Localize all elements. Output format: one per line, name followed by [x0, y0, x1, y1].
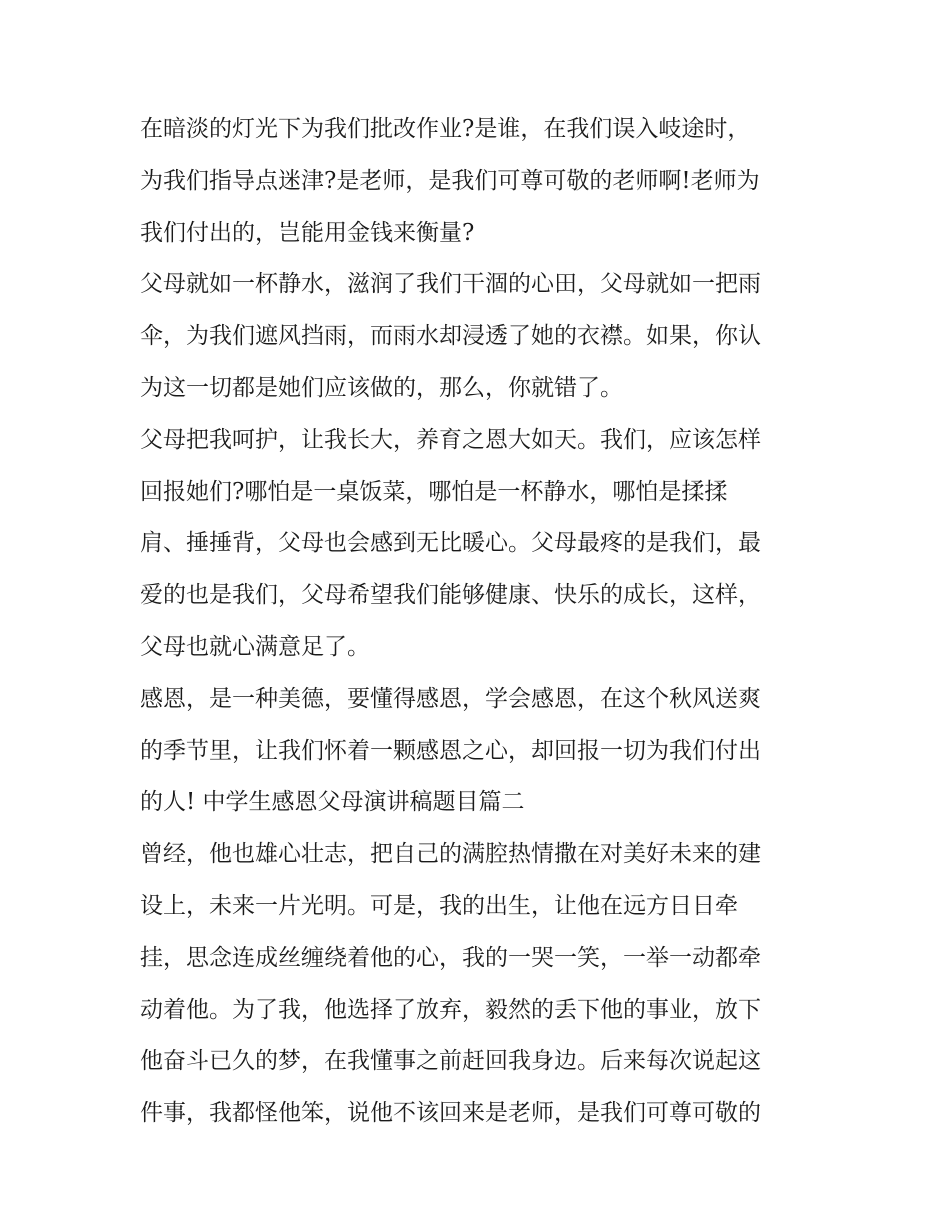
text-line: 父母也就心满意足了。 — [140, 633, 370, 660]
text-line: 的人! 中学生感恩父母演讲稿题目篇二 — [140, 789, 525, 816]
text-line: 感恩，是一种美德，要懂得感恩，学会感恩，在这个秋风送爽 — [140, 685, 761, 712]
text-line: 肩、捶捶背，父母也会感到无比暖心。父母最疼的是我们，最 — [140, 530, 761, 557]
text-line: 件事，我都怪他笨，说他不该回来是老师，是我们可尊可敬的 — [140, 1100, 761, 1127]
text-line: 父母把我呵护，让我长大，养育之恩大如天。我们，应该怎样 — [140, 426, 761, 453]
text-line: 爱的也是我们，父母希望我们能够健康、快乐的成长，这样， — [140, 582, 761, 609]
text-line: 曾经，他也雄心壮志，把自己的满腔热情撒在对美好未来的建 — [140, 841, 761, 868]
text-line: 回报她们?哪怕是一桌饭菜，哪怕是一杯静水，哪怕是揉揉 — [140, 478, 728, 505]
text-line: 的季节里，让我们怀着一颗感恩之心，却回报一切为我们付出 — [140, 737, 761, 764]
text-line: 为我们指导点迷津?是老师，是我们可尊可敬的老师啊!老师为 — [140, 167, 760, 194]
text-line: 父母就如一杯静水，滋润了我们干涸的心田，父母就如一把雨 — [140, 271, 761, 298]
text-line: 设上，未来一片光明。可是，我的出生，让他在远方日日牵 — [140, 892, 738, 919]
body-text — [140, 104, 820, 1140]
text-line: 在暗淡的灯光下为我们批改作业?是谁，在我们误入岐途时， — [140, 116, 751, 142]
text-line: 动着他。为了我，他选择了放弃，毅然的丢下他的事业，放下 — [140, 996, 761, 1023]
text-line: 挂，思念连成丝缠绕着他的心，我的一哭一笑，一举一动都牵 — [140, 944, 761, 971]
text-line: 伞，为我们遮风挡雨，而雨水却浸透了她的衣襟。如果，你认 — [140, 323, 761, 350]
text-line: 为这一切都是她们应该做的，那么，你就错了。 — [140, 374, 623, 401]
text-line: 我们付出的，岂能用金钱来衡量? — [140, 219, 475, 246]
text-line: 他奋斗已久的梦，在我懂事之前赶回我身边。后来每次说起这 — [140, 1048, 761, 1075]
